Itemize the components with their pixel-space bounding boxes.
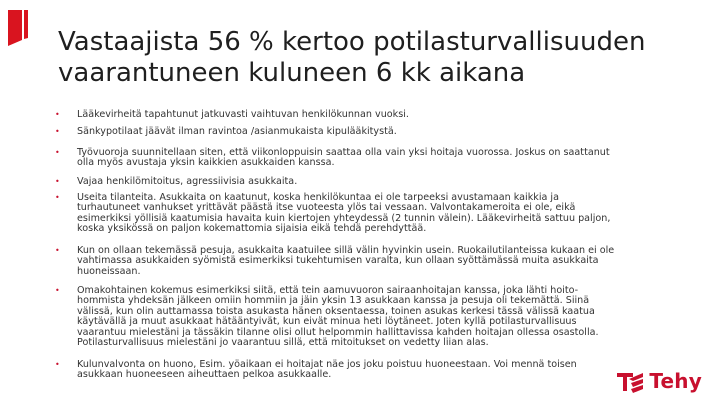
bullet-text: Kun on ollaan tekemässä pesuja, asukkaita kaatuilee sillä välin hyvinkin usein. Ruokailutilanteissa kukaan ei ole vahtimassa asukkaiden syömistä esimerkiksi tukehtumisen varalta, kun ollaan syöttämässä muita asukkaita huoneissaan. [77,245,615,277]
bullet-marker: • [55,148,60,157]
bullet-text: Työvuoroja suunnitellaan siten, että viikonloppuisin saattaa olla vain yksi hoitaja vuorossa. Joskus on saattanut olla myös avustaja yksin kaikkien asukkaiden kanssa. [77,147,610,169]
bullet-text: Omakohtainen kokemus esimerkiksi siitä, että tein aamuvuoron sairaanhoitajan kanssa, joka lähti hoito- hommista yhdeksän jälkeen omiin hommiin ja jäin yksin 13 asukkaan kanssa ja pesuja oli tekemättä. Siinä välissä, kun olin auttamassa toista asukasta hänen oksentaessa, toinen asukas kerkesi tässä välissä kaatua käytävällä ja muut asukkaat hätääntyivät, kun eivät minua heti löytäneet. Joten kyllä potilasturvallisuus vaarantuu mielestäni ja tässäkin tilanne olisi ollut helpommin hallittavissa kahden hoitajan ollessa osastolla. Potilasturvallisuus mielestäni jo vaarantuu sillä, että mitoitukset on vedetty liian alas. [77,285,599,349]
bullet-text: Vajaa henkilömitoitus, agressiivisia asukkaita. [77,176,298,187]
brand-name: Tehy [649,369,702,393]
bullet-text: Sänkypotilaat jäävät ilman ravintoa /asianmukaista kipulääkitystä. [77,126,397,137]
bullet-text: Lääkevirheitä tapahtunut jatkuvasti vaihtuvan henkilökunnan vuoksi. [77,109,409,120]
bullet-marker: • [55,110,60,119]
bullet-marker: • [55,127,60,136]
bullet-marker: • [55,286,60,295]
bullet-marker: • [55,193,60,202]
bullet-marker: • [55,177,60,186]
bullet-marker: • [55,246,60,255]
bullet-marker: • [55,360,60,369]
bullet-text: Kulunvalvonta on huono, Esim. yöaikaan ei hoitajat näe jos joku poistuu huoneestaan. Voi mennä toisen asukkaan huoneeseen aiheuttaen pelkoa asukkaalle. [77,359,577,381]
brand-stripe-icon [8,10,28,46]
tehy-logo-icon [615,369,645,393]
tehy-logo [615,367,702,395]
bullet-text: Useita tilanteita. Asukkaita on kaatunut, koska henkilökuntaa ei ole tarpeeksi avustamaan kaikkia ja turhautuneet vanhukset yrittävät päästä itse vuoteesta ylös tai vessaan. Valvontakameroita ei ole, eikä esimerkiksi yöllisiä kaatumisia havaita kuin kiertojen yhteydessä (2 tunnin välein). Lääkevirheitä sattuu paljon, koska yksikössä on paljon kokemattomia sijaisia eikä tehdä perehdyttää. [77,192,611,235]
slide-title: Vastaajista 56 % kertoo potilasturvallisuuden vaarantuneen kuluneen 6 kk aikana [58,27,646,88]
